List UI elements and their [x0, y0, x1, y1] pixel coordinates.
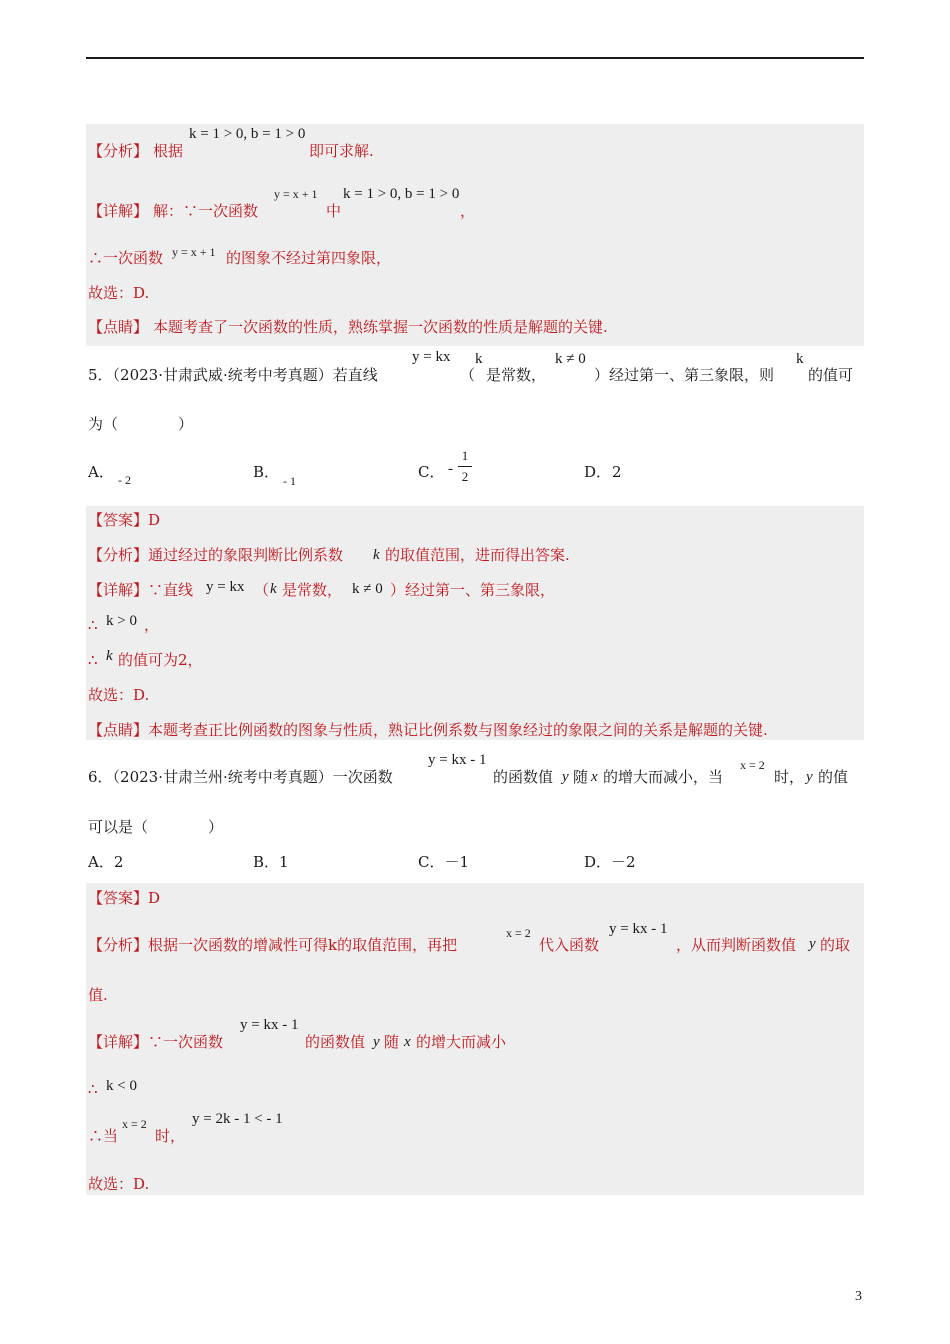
- q5-option-c-fraction: [458, 448, 472, 485]
- q6-line-k: k < 0: [106, 1078, 137, 1094]
- q6-line-when-math1: x = 2: [122, 1117, 147, 1131]
- q6-stem-end2: 的值: [818, 768, 849, 786]
- q5-line-value-pre: ∴: [88, 651, 98, 669]
- q5-therefore-1: ∴: [88, 616, 98, 634]
- q6-stem-math2: x = 2: [740, 758, 765, 772]
- q5-stem-mid: 是常数，: [486, 366, 547, 384]
- fraction-bar: [458, 466, 472, 467]
- q4-line2-post: 的图象不经过第四象限，: [226, 249, 392, 267]
- q5-detail-kne: k ≠ 0: [352, 581, 383, 597]
- q5-detail-end: ）经过第一、第三象限，: [390, 581, 556, 599]
- q5-option-b-value: - 1: [283, 474, 296, 488]
- q6-analysis-pre: 【分析】根据一次函数的增减性可得k的取值范围，再把: [88, 936, 458, 954]
- q5-stem-math4: k: [796, 351, 804, 367]
- q5-detail-paren: （: [254, 581, 270, 599]
- q6-detail-y: y: [373, 1034, 380, 1050]
- q5-stem-math2: k: [475, 351, 483, 367]
- q5-stem-paren: （: [460, 366, 476, 384]
- q4-detail-end: ，: [460, 202, 476, 220]
- q5-option-d-label: D．: [584, 463, 612, 481]
- q5-choose: 故选：D.: [88, 686, 150, 704]
- q4-detail-math2: k = 1 > 0, b = 1 > 0: [343, 186, 460, 202]
- q6-analysis-line2: 值.: [88, 986, 108, 1004]
- q6-analysis-mid: 代入函数: [539, 936, 600, 954]
- q4-solution-panel: [86, 124, 864, 346]
- q6-detail-mid2: 随: [384, 1033, 400, 1051]
- q4-analysis-text: 根据: [153, 142, 184, 160]
- q6-stem-end: 时，: [774, 768, 805, 786]
- q5-option-c-sign: -: [448, 461, 453, 477]
- q6-detail-x: x: [404, 1034, 411, 1050]
- q5-option-d-value: 2: [612, 463, 622, 481]
- q6-option-c: C．－1: [418, 853, 470, 871]
- q5-stem-pre: 5．（2023·甘肃武威·统考中考真题）若直线: [88, 366, 378, 384]
- q5-option-b-label: B．: [253, 463, 280, 481]
- q6-line-when-mid: 时，: [155, 1127, 186, 1145]
- q4-line2-math: y = x + 1: [172, 245, 216, 259]
- q5-stem-post: ）经过第一、第三象限，则: [594, 366, 775, 384]
- q6-therefore: ∴: [88, 1080, 98, 1098]
- q6-stem-mid: 的函数值: [493, 768, 554, 786]
- q6-option-a: A．2: [88, 853, 124, 871]
- q4-analysis-math: k = 1 > 0, b = 1 > 0: [189, 126, 306, 142]
- q6-line-when-pre: ∴当: [88, 1127, 119, 1145]
- q5-analysis: 【分析】通过经过的象限判断比例系数: [88, 546, 344, 564]
- q6-answer: 【答案】D: [88, 889, 161, 907]
- q5-analysis-k: k: [373, 547, 380, 563]
- q5-option-c-numerator: 1: [461, 448, 469, 463]
- q5-stem-math3: k ≠ 0: [555, 351, 586, 367]
- q6-stem-y2: y: [806, 769, 813, 785]
- q4-detail-mid: 中: [326, 202, 342, 220]
- q5-detail-math: y = kx: [206, 579, 245, 595]
- q5-detail-k: k: [270, 581, 277, 597]
- q5-answer: 【答案】D: [88, 511, 161, 529]
- q5-line-value-post: 的值可为2，: [118, 651, 203, 669]
- q6-stem-x: x: [591, 769, 598, 785]
- q5-line-value-k: k: [106, 648, 113, 664]
- q5-line-k-pos: k > 0: [106, 613, 137, 629]
- q6-analysis-math1: x = 2: [506, 926, 531, 940]
- q5-option-c-label: C．: [418, 463, 445, 481]
- q5-option-a-label: A．: [88, 463, 114, 481]
- q5-detail-mid: 是常数，: [282, 581, 343, 599]
- q6-analysis-end: ，从而判断函数值: [676, 936, 797, 954]
- q5-comment: 【点睛】本题考查正比例函数的图象与性质，熟记比例系数与图象经过的象限之间的关系是解题的关键.: [88, 721, 768, 739]
- q4-detail-text: 解：∵一次函数: [153, 202, 259, 220]
- q6-stem-y: y: [562, 769, 569, 785]
- q5-line-k-pos-comma: ，: [144, 616, 160, 634]
- q6-detail-mid: 的函数值: [305, 1033, 366, 1051]
- q6-detail-math: y = kx - 1: [240, 1017, 299, 1033]
- q6-stem-line2: 可以是（ ）: [88, 818, 224, 836]
- q6-option-d: D．－2: [584, 853, 636, 871]
- q6-detail-end: 的增大而减小: [416, 1033, 507, 1051]
- q6-stem-math1: y = kx - 1: [428, 752, 487, 768]
- q6-analysis-math2: y = kx - 1: [609, 921, 668, 937]
- q5-stem-math1: y = kx: [412, 349, 451, 365]
- q4-choose: 故选：D.: [88, 284, 150, 302]
- q4-detail-math1: y = x + 1: [274, 187, 318, 201]
- q5-stem-end: 的值可: [808, 366, 854, 384]
- q6-analysis-end2: 的取: [820, 936, 851, 954]
- q6-line-when-math2: y = 2k - 1 < - 1: [192, 1111, 283, 1127]
- q6-detail-pre: 【详解】∵一次函数: [88, 1033, 224, 1051]
- q5-detail-pre: 【详解】∵直线: [88, 581, 194, 599]
- q6-stem-mid3: 的增大而减小，当: [603, 768, 724, 786]
- q4-line2-pre: ∴一次函数: [88, 249, 164, 267]
- q6-stem-pre: 6．（2023·甘肃兰州·统考中考真题）一次函数: [88, 768, 393, 786]
- q4-analysis-end: 即可求解.: [309, 142, 374, 160]
- q5-option-c-denominator: 2: [461, 469, 469, 484]
- q5-stem-line2: 为（ ）: [88, 415, 194, 433]
- page-number: 3: [855, 1289, 862, 1304]
- q6-choose: 故选：D.: [88, 1175, 150, 1193]
- q5-option-a-value: - 2: [118, 473, 131, 487]
- q6-analysis-y: y: [809, 936, 816, 952]
- q4-comment-text: 本题考查了一次函数的性质，熟练掌握一次函数的性质是解题的关键.: [153, 318, 608, 336]
- q4-analysis-tag: 【分析】: [88, 142, 149, 160]
- q6-option-b: B．1: [253, 853, 289, 871]
- q4-comment-tag: 【点睛】: [88, 318, 149, 336]
- q5-analysis-end: 的取值范围，进而得出答案.: [385, 546, 570, 564]
- q6-stem-mid2: 随: [573, 768, 589, 786]
- q4-detail-tag: 【详解】: [88, 202, 149, 220]
- header-rule: [86, 57, 864, 59]
- q5-solution-panel: [86, 506, 864, 740]
